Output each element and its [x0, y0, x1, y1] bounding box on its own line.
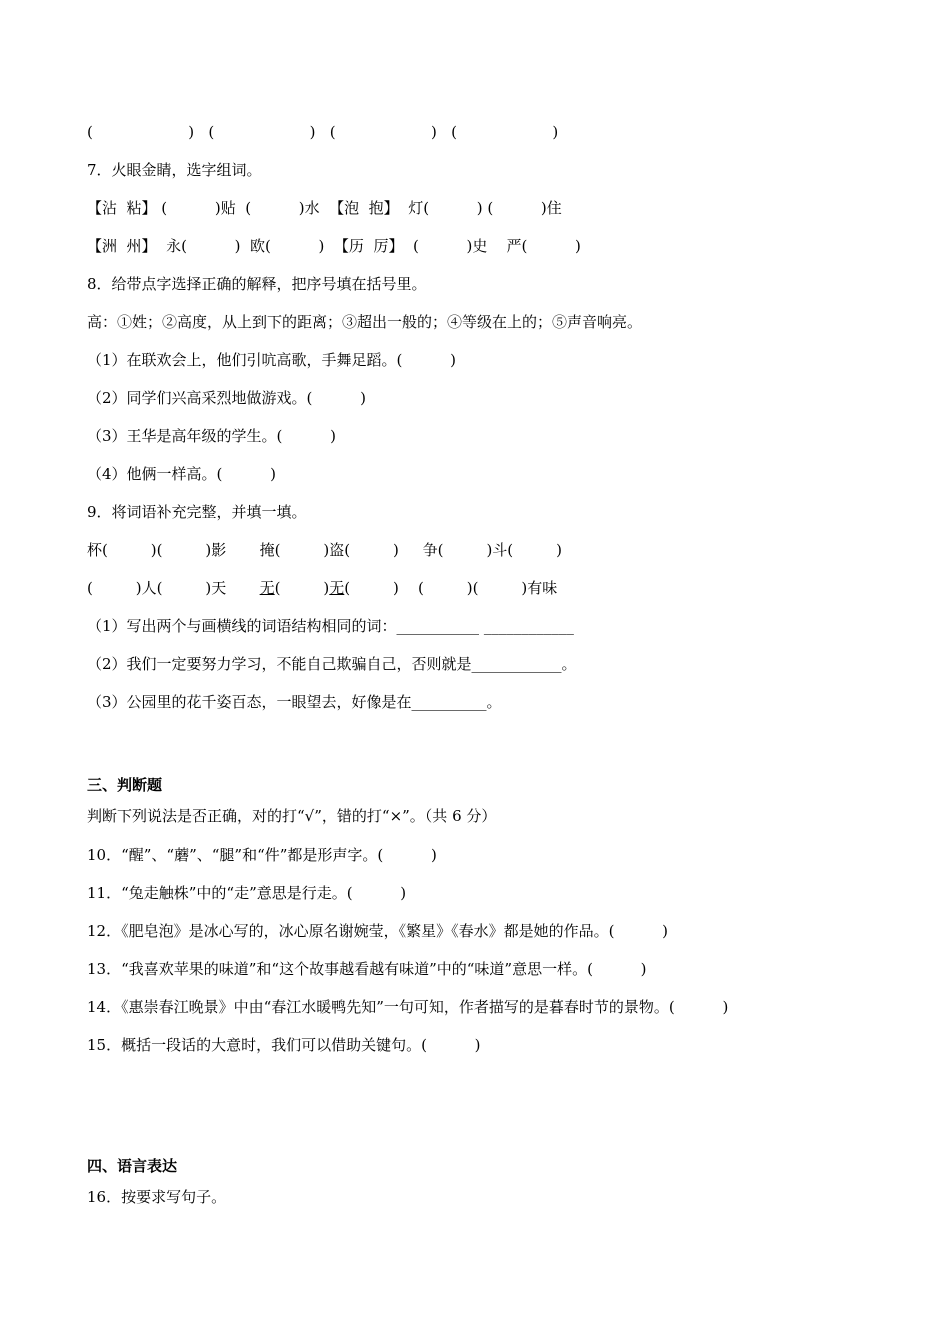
- question-15: 15．概括一段话的大意时，我们可以借助关键句。( ): [87, 1036, 481, 1054]
- question-9-sub-1: （1）写出两个与画横线的词语结构相同的词：___________ ____________: [87, 617, 574, 635]
- question-7-row-1: 【沾 粘】 ( )贴 ( )水 【泡 抱】 灯( ) ( )住: [87, 199, 562, 217]
- question-8-title: 8．给带点字选择正确的解释，把序号填在括号里。: [87, 275, 427, 293]
- question-14: 14．《惠崇春江晚景》中由“春江水暖鸭先知”一句可知，作者描写的是暮春时节的景物。( ): [87, 998, 729, 1016]
- question-9-title: 9．将词语补充完整，并填一填。: [87, 503, 307, 521]
- answer-blanks-row: ( ) ( ) ( ) ( ): [87, 123, 559, 141]
- question-10: 10．“醒”、“蘑”、“腿”和“件”都是形声字。( ): [87, 846, 437, 864]
- q9-row2-part-c: ( ) ( )( )有味: [344, 579, 558, 597]
- q9-row2-part-a: ( )人( )天: [87, 579, 260, 597]
- question-16: 16．按要求写句子。: [87, 1188, 227, 1206]
- question-8-item-4: （4）他俩一样高。( ): [87, 465, 276, 483]
- question-13: 13．“我喜欢苹果的味道”和“这个故事越看越有味道”中的“味道”意思一样。( ): [87, 960, 647, 978]
- question-11: 11．“兔走触株”中的“走”意思是行走。( ): [87, 884, 407, 902]
- underlined-char: 无: [259, 579, 275, 597]
- question-9-sub-3: （3）公园里的花千姿百态，一眼望去，好像是在__________。: [87, 693, 502, 711]
- question-8-item-1: （1）在联欢会上，他们引吭高歌，手舞足蹈。( ): [87, 351, 456, 369]
- question-12: 12．《肥皂泡》是冰心写的，冰心原名谢婉莹，《繁星》《春水》都是她的作品。( ): [87, 922, 668, 940]
- question-7-row-2: 【洲 州】 永( ) 欧( ) 【历 厉】 ( )史 严( ): [87, 237, 581, 255]
- question-8-item-2: （2）同学们兴高采烈地做游戏。( ): [87, 389, 366, 407]
- underlined-char: 无: [329, 579, 345, 597]
- section-3-heading: 三、判断题: [87, 776, 163, 794]
- question-7-title: 7．火眼金睛，选字组词。: [87, 161, 262, 179]
- section-3-instructions: 判断下列说法是否正确，对的打“√”，错的打“×”。（共 6 分）: [87, 807, 497, 825]
- question-9-row-1: 杯( )( )影 掩( )盗( ) 争( )斗( ): [87, 541, 562, 559]
- question-9-row-2: [87, 578, 557, 598]
- question-8-definitions: 高：①姓；②高度，从上到下的距离；③超出一般的；④等级在上的；⑤声音响亮。: [87, 313, 643, 331]
- question-9-sub-2: （2）我们一定要努力学习，不能自己欺骗自己，否则就是____________。: [87, 655, 577, 673]
- question-8-item-3: （3）王华是高年级的学生。( ): [87, 427, 336, 445]
- q9-row2-part-mid: ( ): [274, 579, 330, 597]
- section-4-heading: 四、语言表达: [87, 1157, 178, 1175]
